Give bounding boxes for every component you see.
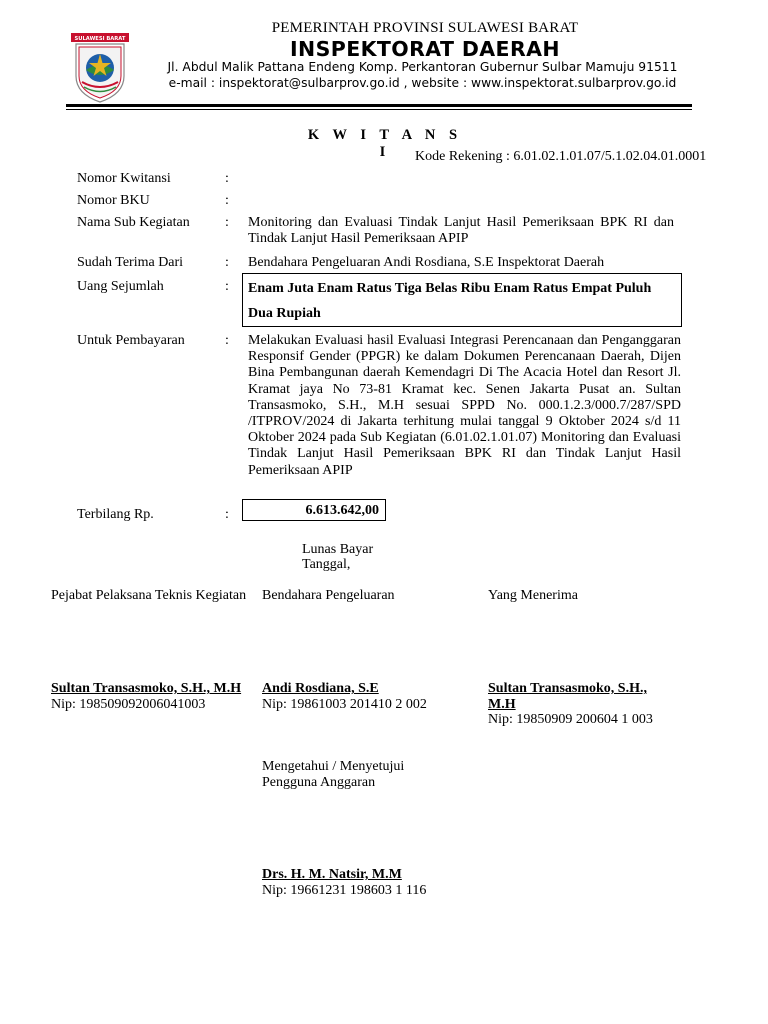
penerima-nip: Nip: 19850909 200604 1 003	[488, 712, 653, 727]
penerima-name: Sultan Transasmoko, S.H., M.H	[488, 681, 647, 712]
government-name: PEMERINTAH PROVINSI SULAWESI BARAT	[271, 20, 579, 36]
sudah-terima-dari-value: Bendahara Pengeluaran Andi Rosdiana, S.E Inspektorat Daerah	[248, 255, 605, 270]
letterhead-divider-thin	[66, 109, 692, 110]
tanggal-label: Tanggal,	[302, 557, 351, 572]
amount-number-box: 6.613.642,00	[242, 499, 386, 521]
terbilang-label: Terbilang Rp.	[77, 507, 154, 522]
office-contact: e-mail : inspektorat@sulbarprov.go.id , website : www.inspektorat.sulbarprov.go.id	[168, 76, 677, 90]
pptk-name: Sultan Transasmoko, S.H., M.H	[51, 681, 242, 696]
terbilang-colon: :	[225, 507, 229, 522]
nomor-kwitansi-colon: :	[225, 171, 229, 186]
lunas-bayar-label: Lunas Bayar	[302, 542, 374, 557]
pptk-role: Pejabat Pelaksana Teknis Kegiatan	[51, 588, 247, 603]
untuk-pembayaran-colon: :	[225, 333, 229, 348]
letterhead-divider-thick	[66, 104, 692, 107]
penerima-role: Yang Menerima	[488, 588, 578, 603]
nomor-kwitansi-label: Nomor Kwitansi	[77, 171, 171, 186]
bendahara-nip: Nip: 19861003 201410 2 002	[262, 697, 427, 712]
nama-sub-kegiatan-colon: :	[225, 215, 229, 230]
uang-sejumlah-label: Uang Sejumlah	[77, 279, 164, 294]
office-name: INSPEKTORAT DAERAH	[290, 37, 560, 61]
payment-purpose-text: Melakukan Evaluasi hasil Evaluasi Integrasi Perencanaan dan Penganggaran Responsif Gender (PPGR) ke dalam Dokumen Perencanaan Daerah, Dijen Bina Pembangunan daerah Kemendagri Di The Acacia Hotel dan Resort Jl. Kramat jaya No 73-81 Kramat kec. Senen Jakarta Pusat an. Sultan Transasmoko, S.H., M.H sesuai SPPD No. 000.1.2.3/000.7/287/SPD /ITPROV/2024 di Jakarta terhitung mulai tanggal 9 Oktober 2024 s/d 11 Oktober 2024 pada Sub Kegiatan (6.01.02.1.01.07) Monitoring dan Evaluasi Tindak Lanjut Hasil Pemeriksaan BPK RI dan Tindak Lanjut Hasil Pemeriksaan APIP	[248, 333, 681, 478]
pengguna-anggaran-name: Drs. H. M. Natsir, M.M	[262, 867, 402, 882]
untuk-pembayaran-label: Untuk Pembayaran	[77, 333, 185, 348]
mengetahui-label: Mengetahui / Menyetujui	[262, 759, 405, 774]
nomor-bku-colon: :	[225, 193, 229, 208]
nama-sub-kegiatan-label: Nama Sub Kegiatan	[77, 215, 190, 230]
office-address: Jl. Abdul Malik Pattana Endeng Komp. Perkantoran Gubernur Sulbar Mamuju 91511	[167, 60, 678, 74]
uang-sejumlah-colon: :	[225, 279, 229, 294]
pengguna-anggaran-role: Pengguna Anggaran	[262, 775, 376, 790]
bendahara-name: Andi Rosdiana, S.E	[262, 681, 379, 696]
province-emblem-logo	[70, 32, 130, 104]
sudah-terima-dari-colon: :	[225, 255, 229, 270]
pengguna-anggaran-nip: Nip: 19661231 198603 1 116	[262, 883, 427, 898]
bendahara-role: Bendahara Pengeluaran	[262, 588, 395, 603]
logo-banner-text: SULAWESI BARAT	[74, 36, 126, 42]
sudah-terima-dari-label: Sudah Terima Dari	[77, 255, 184, 270]
document-title: K W I T A N S I	[307, 127, 463, 160]
nomor-bku-label: Nomor BKU	[77, 193, 150, 208]
amount-in-words: Enam Juta Enam Ratus Tiga Belas Ribu Enam Ratus Empat Puluh Dua Rupiah	[248, 281, 652, 321]
kode-rekening: Kode Rekening : 6.01.02.1.01.07/5.1.02.04.01.0001	[415, 149, 707, 164]
pptk-nip: Nip: 198509092006041003	[51, 697, 206, 712]
nama-sub-kegiatan-value: Monitoring dan Evaluasi Tindak Lanjut Hasil Pemeriksaan BPK RI dan Tindak Lanjut Hasil Pemeriksaan APIP	[248, 215, 674, 246]
